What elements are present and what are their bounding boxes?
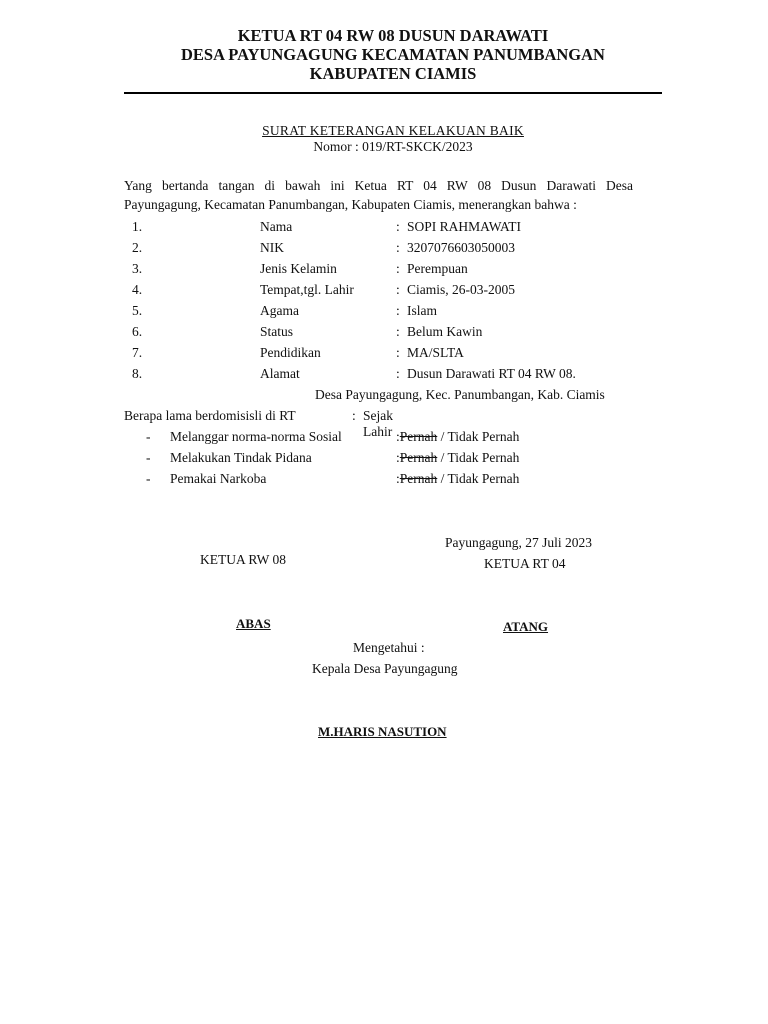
field-label: Status	[260, 324, 294, 339]
conduct-answer	[396, 429, 519, 445]
conduct-label: Melanggar norma-norma Sosial	[170, 429, 342, 444]
conduct-answer	[396, 471, 519, 487]
field-colon: :	[396, 324, 400, 339]
letterhead-line-2: DESA PAYUNGAGUNG KECAMATAN PANUMBANGAN	[181, 45, 605, 64]
address-continuation: Desa Payungagung, Kec. Panumbangan, Kab. Ciamis	[315, 387, 605, 402]
field-label: Agama	[260, 303, 299, 318]
field-label: NIK	[260, 240, 284, 255]
conduct-bullet: -	[146, 429, 151, 444]
field-colon: :	[396, 345, 400, 360]
rt-signatory-name: ATANG	[503, 619, 549, 634]
field-colon: :	[396, 261, 400, 276]
letter-title-block	[0, 123, 768, 155]
field-colon: :	[396, 240, 400, 255]
field-row	[0, 303, 768, 324]
intro-line-1: Yang bertanda tangan di bawah ini Ketua RT 04 RW 08 Dusun Darawati Desa	[124, 178, 633, 193]
field-label: Nama	[260, 219, 293, 234]
letterhead-line-1: KETUA RT 04 RW 08 DUSUN DARAWATI	[237, 26, 549, 45]
field-label: Alamat	[260, 366, 300, 381]
conduct-bullet: -	[146, 450, 151, 465]
field-colon: :	[396, 303, 400, 318]
rt-title: KETUA RT 04	[484, 556, 566, 571]
conduct-struck-option: Pernah	[399, 429, 438, 444]
field-value: 3207076603050003	[407, 240, 515, 255]
field-value: MA/SLTA	[407, 345, 464, 360]
village-head-title: Kepala Desa Payungagung	[312, 661, 458, 676]
field-number: 4.	[132, 282, 143, 297]
field-row	[0, 324, 768, 345]
conduct-selected-option: / Tidak Pernah	[437, 429, 520, 444]
field-colon: :	[396, 282, 400, 297]
field-row	[0, 345, 768, 366]
field-number: 5.	[132, 303, 143, 318]
field-row	[0, 261, 768, 282]
field-number: 6.	[132, 324, 143, 339]
domicile-value: Sejak Lahir	[363, 408, 393, 439]
conduct-selected-option: / Tidak Pernah	[437, 471, 520, 486]
letter-number: Nomor : 019/RT-SKCK/2023	[313, 139, 473, 154]
conduct-struck-option: Pernah	[399, 471, 438, 486]
conduct-answer-colon: :	[396, 429, 400, 444]
domicile-colon: :	[352, 408, 356, 423]
rw-signatory-name: ABAS	[236, 616, 271, 631]
field-row	[0, 282, 768, 303]
field-colon: :	[396, 366, 400, 381]
letterhead-line-3: KABUPATEN CIAMIS	[309, 64, 477, 83]
field-row	[0, 366, 768, 387]
field-value: SOPI RAHMAWATI	[407, 219, 522, 234]
village-head-name: M.HARIS NASUTION	[318, 724, 447, 739]
field-colon: :	[396, 219, 400, 234]
field-value: Dusun Darawati RT 04 RW 08.	[407, 366, 576, 381]
intro-line-2: Payungagung, Kecamatan Panumbangan, Kabupaten Ciamis, menerangkan bahwa :	[124, 197, 577, 212]
field-number: 7.	[132, 345, 143, 360]
field-label: Jenis Kelamin	[260, 261, 337, 276]
field-value: Perempuan	[407, 261, 468, 276]
conduct-answer-colon: :	[396, 471, 400, 486]
rw-title: KETUA RW 08	[200, 552, 287, 567]
field-number: 8.	[132, 366, 143, 381]
letterhead-divider	[124, 92, 662, 94]
letterhead	[0, 26, 768, 83]
conduct-label: Pemakai Narkoba	[170, 471, 267, 486]
conduct-label: Melakukan Tindak Pidana	[170, 450, 312, 465]
domicile-label: Berapa lama berdomisisli di RT	[124, 408, 296, 423]
field-number: 3.	[132, 261, 143, 276]
field-number: 1.	[132, 219, 143, 234]
acknowledged-label: Mengetahui :	[353, 640, 425, 655]
place-date: Payungagung, 27 Juli 2023	[445, 535, 592, 550]
field-label: Tempat,tgl. Lahir	[260, 282, 354, 297]
field-number: 2.	[132, 240, 143, 255]
field-value: Ciamis, 26-03-2005	[407, 282, 515, 297]
conduct-struck-option: Pernah	[399, 450, 438, 465]
letter-title: SURAT KETERANGAN KELAKUAN BAIK	[262, 123, 524, 138]
field-value: Belum Kawin	[407, 324, 483, 339]
field-row	[0, 240, 768, 261]
conduct-answer	[396, 450, 519, 466]
field-row	[0, 219, 768, 240]
conduct-answer-colon: :	[396, 450, 400, 465]
field-value: Islam	[407, 303, 437, 318]
conduct-selected-option: / Tidak Pernah	[437, 450, 520, 465]
conduct-bullet: -	[146, 471, 151, 486]
field-label: Pendidikan	[260, 345, 321, 360]
